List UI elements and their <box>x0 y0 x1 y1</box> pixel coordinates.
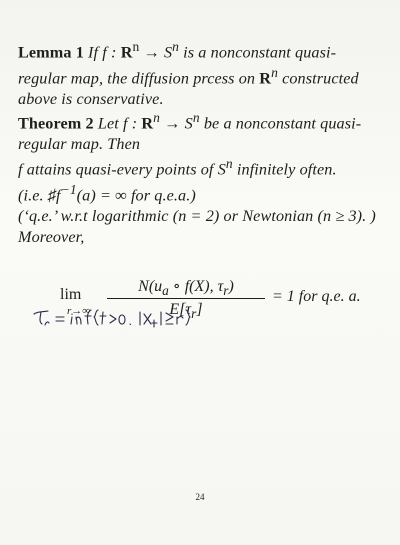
theorem-line4: (‘q.e.’ w.r.t logarithmic (n = 2) or Newtonian (n ≥ 3). ) <box>18 207 376 226</box>
denominator-end: ] <box>196 301 203 318</box>
lemma-text-b: is a nonconstant quasi-regular map, the diffusion prcess on <box>18 43 337 88</box>
numerator-end: ) <box>228 278 234 295</box>
lemma-sup-n3: n <box>271 64 278 80</box>
lemma-rn: R <box>120 43 133 62</box>
theorem-line3-sup: −1 <box>60 182 77 198</box>
formula-rhs: = 1 for q.e. a. <box>272 288 361 305</box>
theorem-sup-n2: n <box>192 110 200 125</box>
numerator-sub-a: a <box>162 283 169 299</box>
theorem-line3b: (a) = ∞ for q.e.a.) <box>76 186 196 205</box>
theorem-label: Theorem 2 <box>18 114 94 133</box>
denominator-sub-r: r <box>191 306 197 322</box>
theorem-2 <box>18 108 380 247</box>
lemma-1 <box>18 37 380 109</box>
theorem-sup-n3: n <box>225 156 233 172</box>
theorem-line2: f attains quasi-every points of <box>18 160 218 179</box>
theorem-rn: R <box>141 114 154 133</box>
page-number: 24 <box>195 492 205 502</box>
lemma-text-c: constructed above is conservative. <box>18 69 359 108</box>
lemma-rn-2: R <box>259 69 272 88</box>
theorem-line1: Let f : <box>97 114 142 133</box>
numerator-sub-r: r <box>223 283 229 299</box>
lemma-sup-n1: n <box>132 39 140 54</box>
theorem-line1b: be a nonconstant quasi-regular map. Then <box>18 114 362 153</box>
theorem-sn: S <box>184 114 193 133</box>
numerator-start: N(u <box>138 278 163 295</box>
lemma-sup-n2: n <box>172 39 179 54</box>
handwritten-note <box>30 300 230 340</box>
theorem-line5: Moreover, <box>18 227 85 246</box>
theorem-arrow: → <box>160 114 185 133</box>
lemma-sn: S <box>163 43 173 62</box>
lemma-label: Lemma 1 <box>18 43 84 62</box>
theorem-sup-n1: n <box>153 110 161 125</box>
lemma-arrow: → <box>139 43 164 62</box>
theorem-sn-2: S <box>217 160 226 179</box>
lim-subscript: r→∞ <box>67 305 91 317</box>
lemma-text-a: If <box>88 43 103 62</box>
theorem-line3: (i.e. ♯f <box>18 186 61 205</box>
denominator-start: E[τ <box>169 301 192 318</box>
theorem-line2b: infinitely often. <box>232 160 337 179</box>
fraction-numerator <box>107 276 265 299</box>
lim-operator: lim <box>60 286 82 303</box>
lemma-math-a: f : <box>102 43 121 62</box>
numerator-mid: ∘ f(X), τ <box>168 278 224 295</box>
